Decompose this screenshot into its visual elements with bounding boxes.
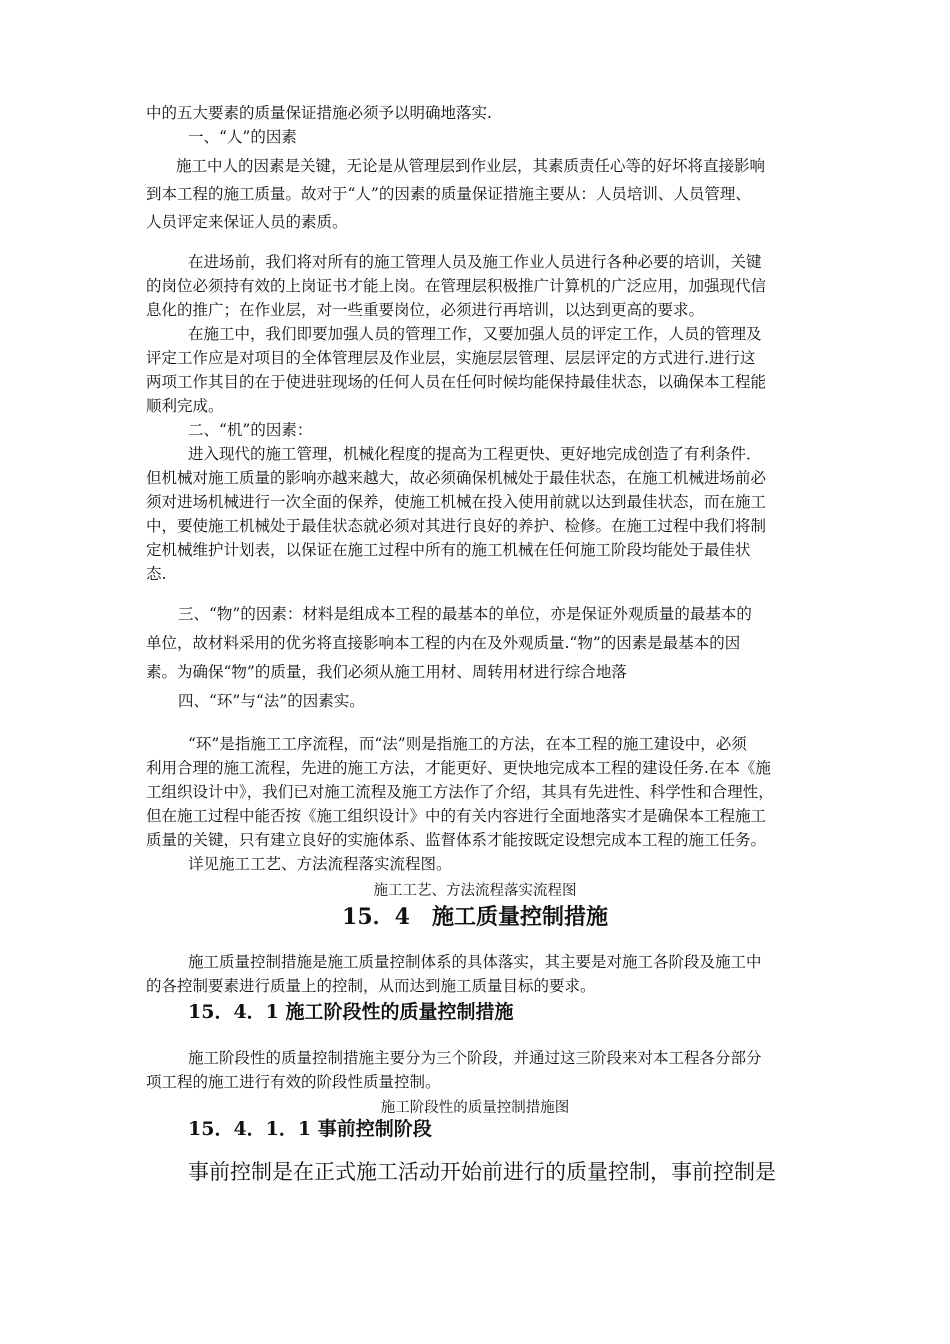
text-line: 项工程的施工进行有效的阶段性质量控制。 [146, 1073, 441, 1091]
paragraph-block [146, 250, 814, 586]
paragraph-block [146, 1046, 814, 1094]
text-line: 人员评定来保证人员的素质。 [146, 213, 348, 231]
text-line: 的岗位必须持有效的上岗证书才能上岗。在管理层积极推广计算机的广泛应用，加强现代信 [146, 277, 767, 295]
text-line: 工组织设计中》，我们已对施工流程及施工方法作了介绍，其具有先进性、科学性和合理性， [146, 783, 774, 801]
text-line: 三、“物”的因素：材料是组成本工程的最基本的单位，亦是保证外观质量的最基本的 [178, 605, 752, 623]
paragraph-block [146, 600, 814, 716]
text-line: 素。为确保“物”的质量，我们必须从施工用材、周转用材进行综合地落 [146, 663, 627, 681]
text-line: “环”是指施工工序流程，而“法”则是指施工的方法，在本工程的施工建设中，必须 [188, 735, 747, 753]
section-heading-15-4: 15．4 施工质量控制措施 [342, 904, 608, 930]
figure-caption: 施工阶段性的质量控制措施图 [380, 1100, 570, 1116]
text-line: 施工中人的因素是关键，无论是从管理层到作业层，其素质责任心等的好坏将直接影响 [176, 157, 766, 175]
text-line: 定机械维护计划表，以保证在施工过程中所有的施工机械在任何施工阶段均能处于最佳状 [146, 541, 751, 559]
text-line: 的各控制要素进行质量上的控制，从而达到施工质量目标的要求。 [146, 977, 596, 995]
text-line: 但机械对施工质量的影响亦越来越大，故必须确保机械处于最佳状态，在施工机械进场前必 [146, 469, 767, 487]
paragraph-block [146, 152, 814, 236]
text-line: 单位，故材料采用的优劣将直接影响本工程的内在及外观质量.“物”的因素是最基本的因 [146, 634, 741, 652]
text-line: 息化的推广；在作业层，对一些重要岗位，必须进行再培训，以达到更高的要求。 [146, 301, 705, 319]
paragraph-block [146, 950, 814, 998]
text-line: 详见施工工艺、方法流程落实流程图。 [188, 855, 452, 873]
section-heading-15-4-1-1: 15．4．1．1 事前控制阶段 [188, 1118, 432, 1140]
text-line: 须对进场机械进行一次全面的保养，使施工机械在投入使用前就以达到最佳状态，而在施工 [146, 493, 767, 511]
text-line: 中的五大要素的质量保证措施必须予以明确地落实. [146, 104, 492, 122]
text-line: 利用合理的施工流程，先进的施工方法，才能更好、更快地完成本工程的建设任务.在本《施 [146, 759, 771, 777]
text-line: 二、“机”的因素： [188, 421, 313, 439]
text-line: 一、“人”的因素 [188, 128, 297, 146]
text-line: 顺利完成。 [146, 397, 224, 415]
text-line: 但在施工过程中能否按《施工组织设计》中的有关内容进行全面地落实才是确保本工程施工 [146, 807, 767, 825]
figure-caption: 施工工艺、方法流程落实流程图 [373, 883, 577, 899]
large-body-line: 事前控制是在正式施工活动开始前进行的质量控制，事前控制是 [188, 1160, 776, 1184]
text-line: 施工质量控制措施是施工质量控制体系的具体落实，其主要是对施工各阶段及施工中 [188, 953, 762, 971]
text-line: 在施工中，我们即要加强人员的管理工作，又要加强人员的评定工作，人员的管理及 [188, 325, 762, 343]
text-line: 到本工程的施工质量。故对于“人”的因素的质量保证措施主要从：人员培训、人员管理、 [146, 185, 751, 203]
text-line: 在进场前，我们将对所有的施工管理人员及施工作业人员进行各种必要的培训，关键 [188, 253, 762, 271]
text-line: 两项工作其目的在于使进驻现场的任何人员在任何时候均能保持最佳状态，以确保本工程能 [146, 373, 767, 391]
paragraph-block [146, 732, 814, 876]
text-line: 进入现代的施工管理，机械化程度的提高为工程更快、更好地完成创造了有利条件． [188, 445, 762, 463]
text-line: 质量的关键，只有建立良好的实施体系、监督体系才能按既定设想完成本工程的施工任务。 [146, 831, 767, 849]
paragraph-block [146, 101, 814, 149]
text-line: 施工阶段性的质量控制措施主要分为三个阶段，并通过这三阶段来对本工程各分部分 [188, 1049, 762, 1067]
text-line: 评定工作应是对项目的全体管理层及作业层，实施层层管理、层层评定的方式进行.进行这 [146, 349, 756, 367]
section-heading-15-4-1: 15．4．1 施工阶段性的质量控制措施 [188, 1001, 514, 1023]
text-line: 中，要使施工机械处于最佳状态就必须对其进行良好的养护、检修。在施工过程中我们将制 [146, 517, 767, 535]
text-line: 四、“环”与“法”的因素实。 [178, 692, 365, 710]
text-line: 态. [146, 565, 167, 583]
